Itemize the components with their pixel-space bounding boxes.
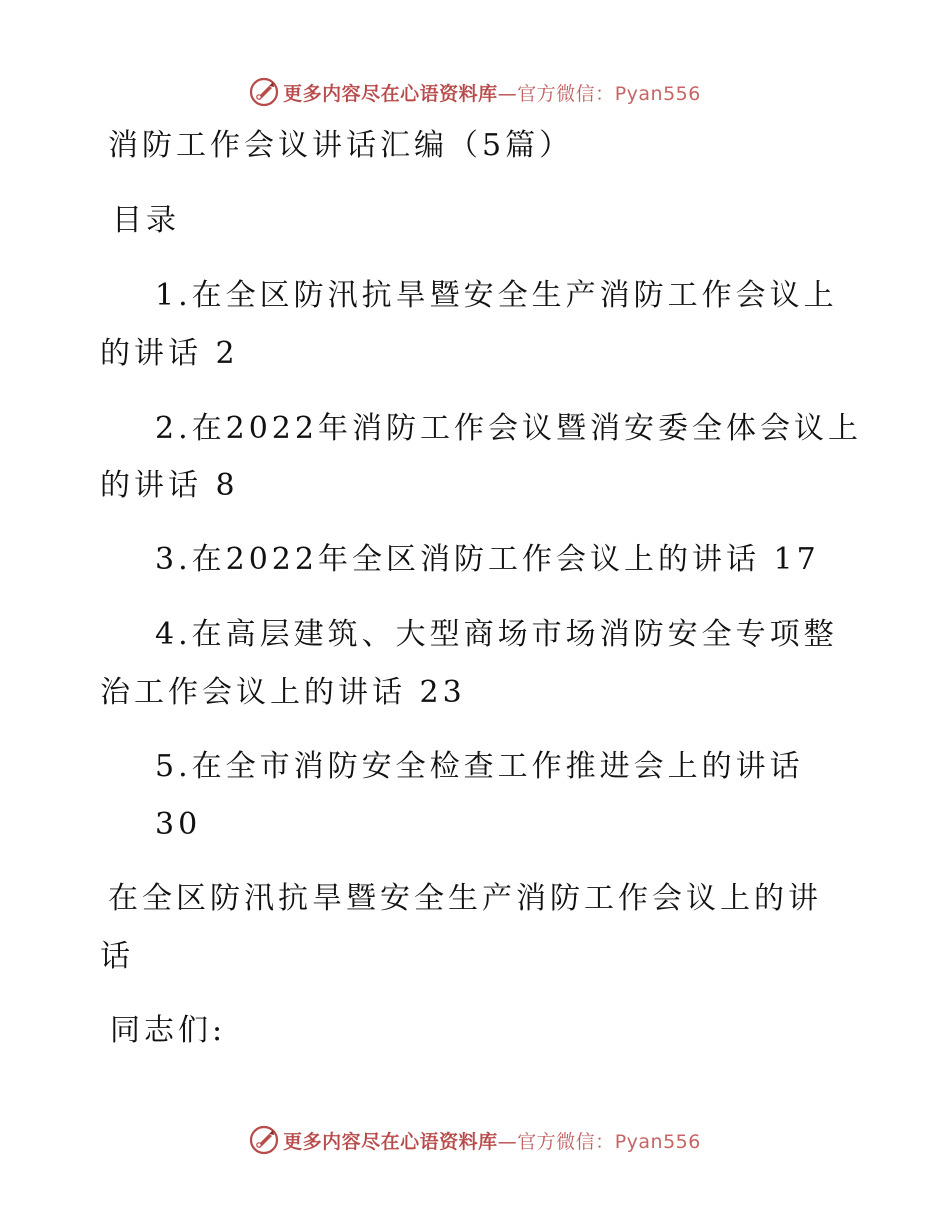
toc-item-1-line2: 的讲话 2 [100, 336, 239, 371]
watermark-wechat-label: 官方微信： [517, 82, 615, 105]
watermark-banner-bottom [0, 1120, 950, 1160]
toc-item-5-line1: 5.在全市消防安全检查工作推进会上的讲话 [155, 749, 804, 784]
toc-item-4-line1: 4.在高层建筑、大型商场市场消防安全专项整 [155, 617, 838, 652]
watermark-handle: Pyan556 [614, 82, 701, 105]
watermark-wechat-label: 官方微信： [517, 1130, 615, 1153]
watermark-text [283, 1127, 701, 1154]
toc-heading: 目录 [112, 203, 180, 238]
section-title-line2: 话 [100, 939, 134, 974]
document-title: 消防工作会议讲话汇编（5篇） [108, 128, 574, 163]
toc-item-4-line2: 治工作会议上的讲话 23 [100, 675, 466, 710]
watermark-handle: Pyan556 [614, 1130, 701, 1153]
watermark-site-text: 更多内容尽在心语资料库 [283, 1130, 498, 1153]
toc-item-5-line2: 30 [155, 807, 202, 842]
toc-item-2-line2: 的讲话 8 [100, 468, 239, 503]
watermark-banner-top [0, 72, 950, 112]
section-title-line1: 在全区防汛抗旱暨安全生产消防工作会议上的讲 [108, 881, 822, 916]
watermark-site-text: 更多内容尽在心语资料库 [283, 82, 498, 105]
watermark-dash: — [497, 1130, 518, 1153]
toc-item-2-line1: 2.在2022年消防工作会议暨消安委全体会议上 [155, 411, 862, 446]
quill-logo-icon [249, 1125, 279, 1155]
quill-logo-icon [249, 77, 279, 107]
toc-item-1-line1: 1.在全区防汛抗旱暨安全生产消防工作会议上 [155, 278, 838, 313]
watermark-text [283, 79, 701, 106]
toc-item-3-line1: 3.在2022年全区消防工作会议上的讲话 17 [155, 542, 820, 577]
watermark-dash: — [497, 82, 518, 105]
salutation: 同志们: [110, 1013, 227, 1048]
